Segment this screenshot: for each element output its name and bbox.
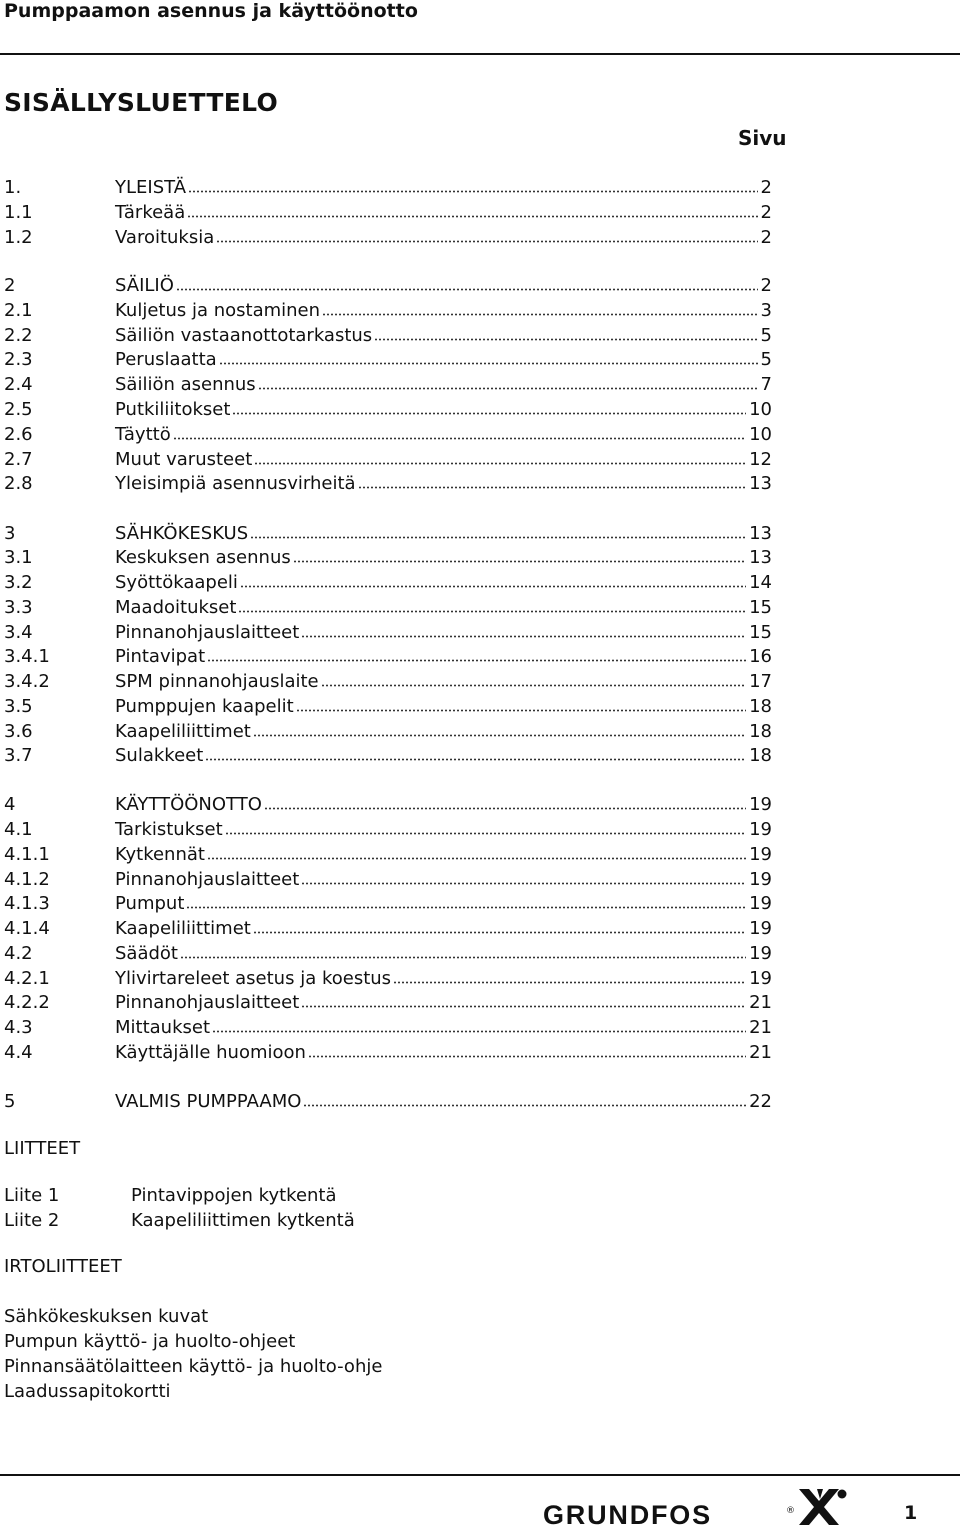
toc-entry-page: 16 <box>749 646 772 667</box>
toc-entry-number: 3.5 <box>4 696 33 717</box>
toc-entry <box>0 818 780 842</box>
toc-entry-page: 21 <box>749 992 772 1013</box>
toc-entry <box>0 991 780 1015</box>
toc-entry <box>0 324 780 348</box>
toc-entry-number: 3.6 <box>4 721 33 742</box>
toc-entry <box>0 868 780 892</box>
loose-attachments-heading: IRTOLIITTEET <box>4 1256 122 1277</box>
toc-entry-page: 13 <box>749 547 772 568</box>
loose-attachment-item: Pinnansäätölaitteen käyttö- ja huolto-ohje <box>4 1356 383 1377</box>
toc-entry-number: 4.1.2 <box>4 869 50 890</box>
toc-dot-leader <box>296 709 746 712</box>
toc-entry-title: Mittaukset <box>115 1017 211 1038</box>
toc-entry-page: 10 <box>749 399 772 420</box>
toc-entry <box>0 917 780 941</box>
toc-entry-number: 2.1 <box>4 300 33 321</box>
toc-entry <box>0 448 780 472</box>
toc-dot-leader <box>374 338 758 341</box>
toc-entry <box>0 201 780 225</box>
toc-entry-number: 2.7 <box>4 449 33 470</box>
toc-dot-leader <box>264 807 746 810</box>
toc-entry-page: 2 <box>760 202 772 223</box>
toc-entry-title: Pumppujen kaapelit <box>115 696 294 717</box>
svg-text:®: ® <box>786 1506 795 1516</box>
toc-entry-page: 21 <box>749 1017 772 1038</box>
toc-entry-title: Pumput <box>115 893 185 914</box>
toc-entry-page: 17 <box>749 671 772 692</box>
toc-entry <box>0 744 780 768</box>
toc-entry <box>0 645 780 669</box>
toc-entry-number: 3.3 <box>4 597 33 618</box>
toc-entry-page: 13 <box>749 473 772 494</box>
footer-rule <box>0 1474 960 1476</box>
toc-entry-title: Pinnanohjauslaitteet <box>115 622 300 643</box>
toc-entry-page: 2 <box>760 275 772 296</box>
toc-entry-number: 4.4 <box>4 1042 33 1063</box>
toc-dot-leader <box>358 486 746 489</box>
toc-entry-number: 2.5 <box>4 399 33 420</box>
toc-entry-number: 2.2 <box>4 325 33 346</box>
toc-entry <box>0 546 780 570</box>
toc-entry-number: 4.2 <box>4 943 33 964</box>
toc-dot-leader <box>308 1055 746 1058</box>
toc-entry <box>0 695 780 719</box>
toc-entry-title: Kytkennät <box>115 844 205 865</box>
grundfos-symbol-icon <box>799 1489 847 1525</box>
toc-entry <box>0 843 780 867</box>
toc-entry-page: 15 <box>749 597 772 618</box>
toc-entry-page: 5 <box>760 349 772 370</box>
toc-entry-number: 5 <box>4 1091 16 1112</box>
toc-dot-leader <box>225 832 746 835</box>
attachment-label: Liite 2 <box>4 1210 60 1231</box>
toc-entry <box>0 423 780 447</box>
toc-entry-number: 3.4 <box>4 622 33 643</box>
toc-entry-number: 4 <box>4 794 16 815</box>
toc-entry-number: 2.6 <box>4 424 33 445</box>
toc-entry-number: 1. <box>4 177 22 198</box>
toc-entry <box>0 299 780 323</box>
toc-entry-page: 5 <box>760 325 772 346</box>
attachments-heading: LIITTEET <box>4 1138 81 1159</box>
toc-entry-title: Putkiliitokset <box>115 399 231 420</box>
toc-entry-number: 2.4 <box>4 374 33 395</box>
toc-entry-number: 4.1.4 <box>4 918 50 939</box>
toc-entry-title: Muut varusteet <box>115 449 253 470</box>
attachment-text: Pintavippojen kytkentä <box>131 1185 337 1206</box>
toc-dot-leader <box>253 931 746 934</box>
toc-dot-leader <box>173 437 746 440</box>
document-header-title: Pumppaamon asennus ja käyttöönotto <box>4 0 418 22</box>
toc-entry-title: Yleisimpiä asennusvirheitä <box>115 473 356 494</box>
header-rule <box>0 53 960 55</box>
attachment-label: Liite 1 <box>4 1185 60 1206</box>
toc-entry-title: Säiliön asennus <box>115 374 256 395</box>
toc-entry-title: VALMIS PUMPPAAMO <box>115 1091 302 1112</box>
toc-entry <box>0 942 780 966</box>
toc-dot-leader <box>301 1005 746 1008</box>
toc-entry-page: 19 <box>749 918 772 939</box>
toc-entry-page: 19 <box>749 819 772 840</box>
toc-entry-number: 2 <box>4 275 16 296</box>
toc-dot-leader <box>207 857 746 860</box>
toc-dot-leader <box>187 215 758 218</box>
toc-dot-leader <box>301 635 746 638</box>
toc-entry-title: Syöttökaapeli <box>115 572 238 593</box>
toc-entry <box>0 226 780 250</box>
toc-entry-title: Sulakkeet <box>115 745 204 766</box>
toc-dot-leader <box>176 288 758 291</box>
toc-dot-leader <box>238 610 746 613</box>
toc-entry-title: Säädöt <box>115 943 178 964</box>
toc-entry-number: 3.1 <box>4 547 33 568</box>
toc-dot-leader <box>180 956 746 959</box>
toc-entry-title: SÄILIÖ <box>115 275 174 296</box>
toc-dot-leader <box>253 734 746 737</box>
toc-entry-title: Ylivirtareleet asetus ja koestus <box>115 968 392 989</box>
toc-entry-page: 19 <box>749 794 772 815</box>
toc-dot-leader <box>212 1030 746 1033</box>
toc-entry-number: 4.1 <box>4 819 33 840</box>
toc-entry <box>0 348 780 372</box>
toc-entry-page: 21 <box>749 1042 772 1063</box>
page-number: 1 <box>904 1502 918 1524</box>
toc-dot-leader <box>219 362 758 365</box>
toc-entry <box>0 472 780 496</box>
toc-entry-title: Maadoitukset <box>115 597 237 618</box>
toc-entry-page: 2 <box>760 227 772 248</box>
toc-dot-leader <box>240 585 746 588</box>
toc-entry <box>0 1090 780 1114</box>
toc-entry <box>0 1041 780 1065</box>
toc-entry-page: 19 <box>749 893 772 914</box>
toc-entry-title: Täyttö <box>115 424 171 445</box>
toc-entry-number: 2.8 <box>4 473 33 494</box>
toc-entry-page: 10 <box>749 424 772 445</box>
grundfos-logo <box>543 1485 848 1529</box>
toc-entry-page: 19 <box>749 968 772 989</box>
toc-entry-title: Kuljetus ja nostaminen <box>115 300 321 321</box>
toc-entry-number: 3.7 <box>4 745 33 766</box>
toc-entry <box>0 596 780 620</box>
toc-entry-number: 4.2.1 <box>4 968 50 989</box>
toc-entry-page: 12 <box>749 449 772 470</box>
toc-entry-page: 22 <box>749 1091 772 1112</box>
toc-entry-page: 19 <box>749 869 772 890</box>
toc-entry-number: 4.1.1 <box>4 844 50 865</box>
toc-entry-page: 18 <box>749 745 772 766</box>
toc-entry-number: 3.2 <box>4 572 33 593</box>
toc-dot-leader <box>207 659 746 662</box>
toc-dot-leader <box>393 981 746 984</box>
toc-entry-number: 1.2 <box>4 227 33 248</box>
toc-entry <box>0 621 780 645</box>
toc-entry-title: SPM pinnanohjauslaite <box>115 671 319 692</box>
toc-entry-number: 3.4.1 <box>4 646 50 667</box>
toc-entry <box>0 176 780 200</box>
toc-entry-title: Pintavipat <box>115 646 206 667</box>
toc-entry <box>0 670 780 694</box>
loose-attachment-item: Pumpun käyttö- ja huolto-ohjeet <box>4 1331 296 1352</box>
toc-dot-leader <box>254 462 746 465</box>
toc-dot-leader <box>293 560 746 563</box>
attachment-text: Kaapeliliittimen kytkentä <box>131 1210 355 1231</box>
toc-dot-leader <box>250 536 746 539</box>
toc-entry-number: 4.3 <box>4 1017 33 1038</box>
toc-dot-leader <box>301 882 746 885</box>
toc-entry <box>0 398 780 422</box>
toc-entry-title: Tarkistukset <box>115 819 223 840</box>
toc-entry <box>0 373 780 397</box>
toc-entry-title: Kaapeliliittimet <box>115 918 251 939</box>
toc-dot-leader <box>258 387 758 390</box>
toc-entry <box>0 793 780 817</box>
svg-text:GRUNDFOS: GRUNDFOS <box>543 1500 712 1529</box>
toc-entry-page: 18 <box>749 696 772 717</box>
toc-entry-title: Käyttäjälle huomioon <box>115 1042 306 1063</box>
toc-entry-number: 2.3 <box>4 349 33 370</box>
loose-attachment-item: Laadussapitokortti <box>4 1381 171 1402</box>
toc-entry-page: 18 <box>749 721 772 742</box>
toc-title: SISÄLLYSLUETTELO <box>4 88 279 117</box>
toc-entry <box>0 967 780 991</box>
toc-entry-title: Kaapeliliittimet <box>115 721 251 742</box>
page-column-label: Sivu <box>738 126 787 150</box>
toc-entry-title: SÄHKÖKESKUS <box>115 523 249 544</box>
toc-entry <box>0 274 780 298</box>
toc-dot-leader <box>322 313 758 316</box>
toc-entry-page: 3 <box>760 300 772 321</box>
toc-entry-number: 1.1 <box>4 202 33 223</box>
toc-entry-page: 14 <box>749 572 772 593</box>
toc-dot-leader <box>303 1104 746 1107</box>
toc-entry <box>0 1016 780 1040</box>
toc-entry-title: Pinnanohjauslaitteet <box>115 869 300 890</box>
toc-entry-page: 15 <box>749 622 772 643</box>
toc-entry-number: 3 <box>4 523 16 544</box>
toc-entry-title: KÄYTTÖÖNOTTO <box>115 794 262 815</box>
toc-entry-number: 3.4.2 <box>4 671 50 692</box>
toc-entry <box>0 522 780 546</box>
toc-entry <box>0 571 780 595</box>
toc-entry-number: 4.2.2 <box>4 992 50 1013</box>
toc-entry-title: Tärkeää <box>115 202 186 223</box>
toc-entry-title: Säiliön vastaanottotarkastus <box>115 325 373 346</box>
toc-entry-title: YLEISTÄ <box>115 177 187 198</box>
toc-dot-leader <box>186 906 746 909</box>
toc-entry-number: 4.1.3 <box>4 893 50 914</box>
toc-entry-page: 19 <box>749 844 772 865</box>
toc-entry-title: Peruslaatta <box>115 349 217 370</box>
toc-entry-title: Keskuksen asennus <box>115 547 291 568</box>
toc-entry-page: 19 <box>749 943 772 964</box>
toc-dot-leader <box>216 240 758 243</box>
toc-entry <box>0 892 780 916</box>
toc-entry-page: 2 <box>760 177 772 198</box>
toc-entry <box>0 720 780 744</box>
toc-entry-title: Varoituksia <box>115 227 215 248</box>
toc-entry-page: 7 <box>760 374 772 395</box>
toc-dot-leader <box>205 758 746 761</box>
toc-entry-page: 13 <box>749 523 772 544</box>
toc-dot-leader <box>232 412 746 415</box>
toc-dot-leader <box>188 190 758 193</box>
loose-attachment-item: Sähkökeskuksen kuvat <box>4 1306 209 1327</box>
toc-dot-leader <box>321 684 746 687</box>
toc-entry-title: Pinnanohjauslaitteet <box>115 992 300 1013</box>
